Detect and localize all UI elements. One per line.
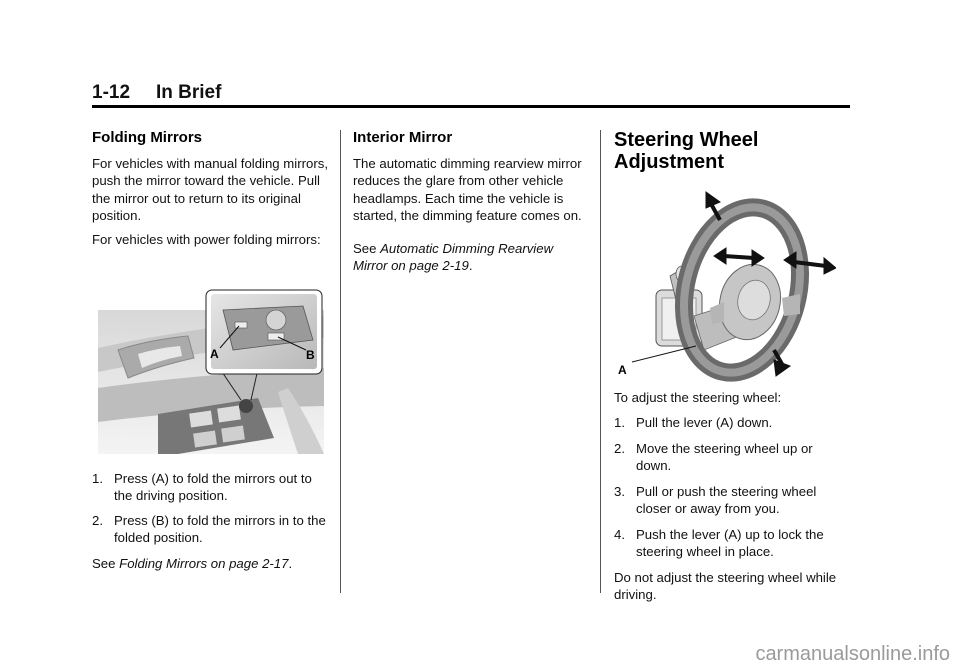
folding-mirrors-heading: Folding Mirrors [92,129,202,146]
steering-step-3: 3. Pull or push the steering wheel closer or away from you. [614,484,817,517]
column-divider-2 [600,130,601,593]
dimming-mirror-link[interactable]: Automatic Dimming Rearview Mirror on page 2-19 [353,241,554,274]
folding-mirrors-para1: For vehicles with manual folding mirrors, push the mirror toward the vehicle. Pull the mirror out to return to its original position. [92,156,328,224]
page-number: 1-12 [92,82,131,103]
interior-mirror-reference: See Automatic Dimming Rearview Mirror on page 2-19. [353,241,554,274]
lever-label-a: A [618,363,627,377]
folding-mirrors-reference: See Folding Mirrors on page 2-17. [92,556,293,571]
steering-heading-line1: Steering Wheel [614,129,759,151]
interior-mirror-heading: Interior Mirror [353,129,453,146]
steering-step-1: 1. Pull the lever (A) down. [614,415,773,430]
steering-heading-line2: Adjustment [614,151,724,173]
label-a: A [210,347,219,361]
column-divider-1 [340,130,341,593]
steering-step-2: 2. Move the steering wheel up or down. [614,441,813,474]
door-mirror-switch-figure [98,288,324,454]
page-header [92,82,850,108]
steering-intro: To adjust the steering wheel: [614,390,782,405]
mirror-step-2: 2. Press (B) to fold the mirrors in to the folded position. [92,513,326,546]
interior-mirror-para: The automatic dimming rearview mirror reduces the glare from other vehicle headlamps. Each time the vehicle is started, the dimming feature comes on. [353,156,582,224]
header-rule [92,105,850,108]
section-title: In Brief [156,82,222,103]
mirror-step-1: 1. Press (A) to fold the mirrors out to the driving position. [92,471,312,504]
folding-mirrors-link[interactable]: Folding Mirrors on page 2-17 [119,556,289,571]
steering-wheel-figure [614,190,836,382]
watermark: carmanualsonline.info [755,643,950,665]
steering-warning: Do not adjust the steering wheel while driving. [614,570,837,603]
folding-mirrors-para2: For vehicles with power folding mirrors: [92,232,321,247]
steering-step-4: 4. Push the lever (A) up to lock the steering wheel in place. [614,527,824,560]
label-b: B [306,348,315,362]
